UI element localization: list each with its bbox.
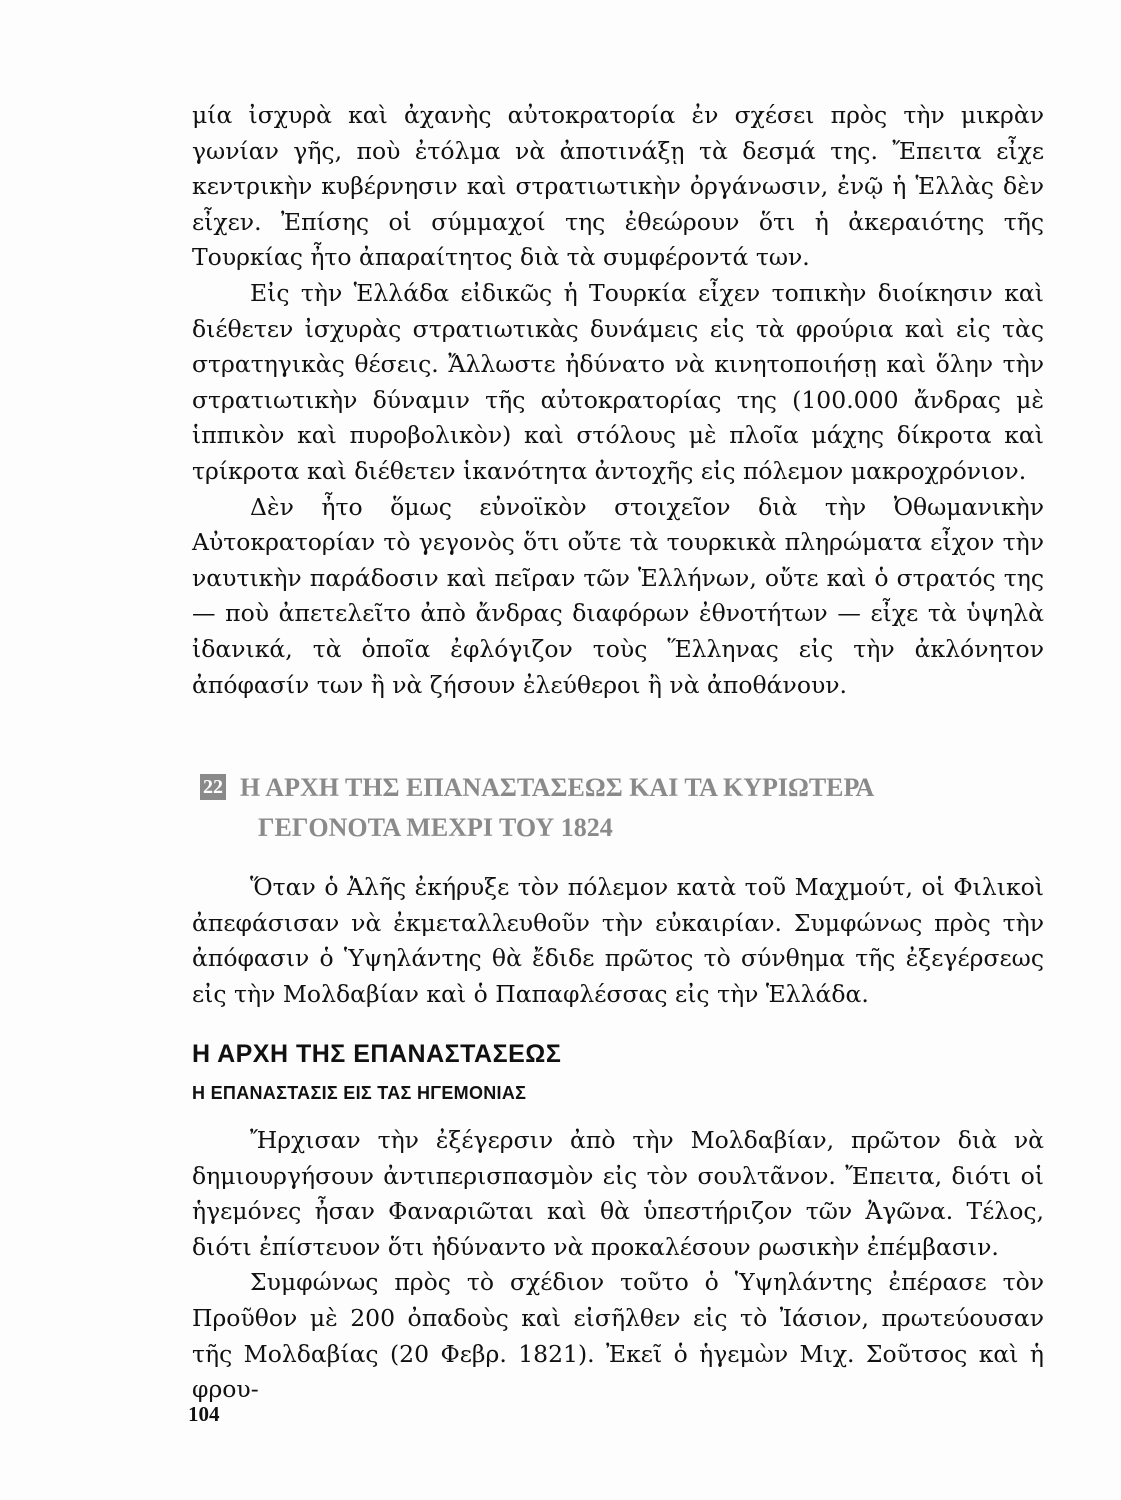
paragraph: Δὲν ἦτο ὅμως εὐνοϊκὸν στοιχεῖον διὰ τὴν Ὀθωμανικὴν Αὐτοκρατορίαν τὸ γεγονὸς ὅτι οὔτε τὰ τουρκικὰ πληρώματα εἶχον τὴν ναυτικὴν παράδοσιν καὶ πεῖραν τῶν Ἑλλήνων, οὔτε καὶ ὁ στρατός της — ποὺ ἀπετελεῖτο ἀπὸ ἄνδρας διαφόρων ἐθνοτήτων — εἶχε τὰ ὑψηλὰ ἰδανικά, τὰ ὁποῖα ἐφλόγιζον τοὺς Ἕλληνας εἰς τὴν ἀκλόνητον ἀπόφασίν των ἢ νὰ ζήσουν ἐλεύθεροι ἢ νὰ ἀποθάνουν. [192, 492, 1044, 699]
body-text-block-2 [192, 870, 1044, 1012]
page-number: 104 [188, 1402, 220, 1426]
paragraph: Ἤρχισαν τὴν ἐξέγερσιν ἀπὸ τὴν Μολδαβίαν, πρῶτον διὰ νὰ δημιουργήσουν ἀντιπερισπασμὸν εἰς τὸν σουλτᾶνον. Ἔπειτα, διότι οἱ ἡγεμόνες ἦσαν Φαναριῶται καὶ θὰ ὑπεστήριζον τῶν Ἀγῶνα. Τέλος, διότι ἐπίστευον ὅτι ἠδύναντο νὰ προκαλέσουν ρωσικὴν ἐπέμβασιν. [192, 1126, 1044, 1261]
chapter-heading [200, 768, 1050, 848]
paragraph: Ὅταν ὁ Ἀλῆς ἐκήρυξε τὸν πόλεμον κατὰ τοῦ Μαχμούτ, οἱ Φιλικοὶ ἀπεφάσισαν νὰ ἐκμεταλλευθοῦν τὴν εὐκαιρίαν. Συμφώνως πρὸς τὴν ἀπόφασιν ὁ Ὑψηλάντης θὰ ἔδιδε πρῶτος τὸ σύνθημα τῆς ἐξεγέρσεως εἰς τὴν Μολδαβίαν καὶ ὁ Παπαφλέσσας εἰς τὴν Ἑλλάδα. [192, 873, 1044, 1008]
section-number-badge: 22 [200, 774, 226, 800]
chapter-title-line-1: Η ΑΡΧΗ ΤΗΣ ΕΠΑΝΑΣΤΑΣΕΩΣ ΚΑΙ ΤΑ ΚΥΡΙΩΤΕΡΑ [240, 773, 875, 802]
body-text-block-1 [192, 98, 1044, 703]
body-text-block-3 [192, 1123, 1044, 1408]
paragraph: Συμφώνως πρὸς τὸ σχέδιον τοῦτο ὁ Ὑψηλάντης ἐπέρασε τὸν Προῦθον μὲ 200 ὀπαδοὺς καὶ εἰσῆλθεν εἰς τὸ Ἰάσιον, πρωτεύουσαν τῆς Μολδαβίας (20 Φεβρ. 1821). Ἐκεῖ ὁ ἡγεμὼν Μιχ. Σοῦτσος καὶ ἡ φρου- [192, 1268, 1044, 1404]
paragraph: μία ἰσχυρὰ καὶ ἀχανὴς αὐτοκρατορία ἐν σχέσει πρὸς τὴν μικρὰν γωνίαν γῆς, ποὺ ἐτόλμα νὰ ἀποτινάξῃ τὰ δεσμά της. Ἔπειτα εἶχε κεντρικὴν κυβέρνησιν καὶ στρατιωτικὴν ὀργάνωσιν, ἐνῷ ἡ Ἑλλὰς δὲν εἶχεν. Ἐπίσης οἱ σύμμαχοί της ἐθεώρουν ὅτι ἡ ἀκεραιότης τῆς Τουρκίας ἦτο ἀπαραίτητος διὰ τὰ συμφέροντά των. [192, 101, 1044, 272]
chapter-title-line-2: ΓΕΓΟΝΟΤΑ ΜΕΧΡΙ ΤΟΥ 1824 [258, 813, 613, 842]
subheading-sub: Η ΕΠΑΝΑΣΤΑΣΙΣ ΕΙΣ ΤΑΣ ΗΓΕΜΟΝΙΑΣ [192, 1083, 527, 1103]
paragraph: Εἰς τὴν Ἑλλάδα εἰδικῶς ἡ Τουρκία εἶχεν τοπικὴν διοίκησιν καὶ διέθετεν ἰσχυρὰς στρατιωτικὰς δυνάμεις εἰς τὰ φρούρια καὶ εἰς τὰς στρατηγικὰς θέσεις. Ἄλλωστε ἠδύνατο νὰ κινητοποιήσῃ καὶ ὅλην τὴν στρατιωτικὴν δύναμιν τῆς αὐτοκρατορίας της (100.000 ἄνδρας μὲ ἱππικὸν καὶ πυροβολικὸν) καὶ στόλους μὲ πλοῖα μάχης δίκροτα καὶ τρίκροτα καὶ διέθετεν ἱκανότητα ἀντοχῆς εἰς πόλεμον μακροχρόνιον. [192, 278, 1044, 485]
subheading-main: Η ΑΡΧΗ ΤΗΣ ΕΠΑΝΑΣΤΑΣΕΩΣ [192, 1040, 562, 1068]
